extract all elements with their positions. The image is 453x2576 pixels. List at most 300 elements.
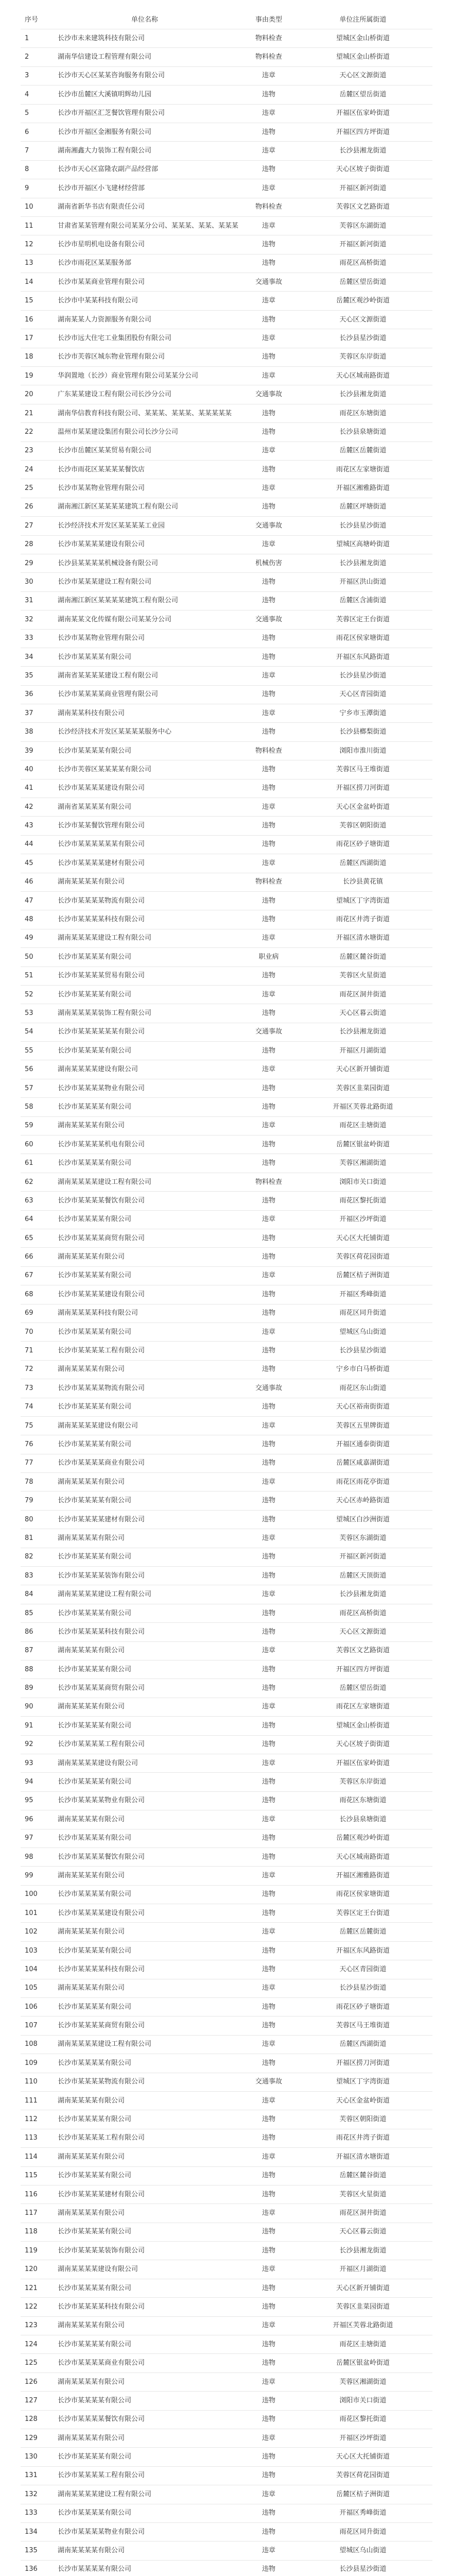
cell-unit-name: 长沙市某某某某建设有限公司 [45,1904,244,1923]
table-row [21,1229,432,1248]
table-row [21,1510,432,1529]
cell-seq: 17 [21,329,45,348]
table-row [21,442,432,460]
cell-seq: 56 [21,1060,45,1079]
table-row [21,1473,432,1492]
cell-unit-name: 湖南某某某某有限公司 [45,1867,244,1885]
cell-case-type: 违物 [244,460,293,479]
cell-case-type: 物料检查 [244,1173,293,1191]
table-row [21,1773,432,1791]
cell-seq: 96 [21,1810,45,1829]
cell-seq: 113 [21,2129,45,2147]
cell-case-type: 违物 [244,1492,293,1510]
table-row [21,160,432,179]
cell-seq: 43 [21,817,45,835]
cell-case-type: 违章 [244,854,293,873]
cell-unit-name: 长沙市某某某某有限公司 [45,1154,244,1173]
cell-seq: 116 [21,2185,45,2204]
cell-seq: 84 [21,1585,45,1604]
cell-case-type: 违物 [244,1941,293,1960]
cell-case-type: 违章 [244,1116,293,1135]
cell-unit-name: 长沙市芙蓉区某某某某有限公司 [45,760,244,779]
cell-street: 开福区秀峰街道 [293,1285,432,1304]
table-row [21,2148,432,2166]
cell-seq: 44 [21,835,45,854]
table-row [21,948,432,967]
cell-case-type: 违章 [244,292,293,310]
cell-seq: 19 [21,367,45,385]
table-row [21,198,432,216]
cell-case-type: 违物 [244,817,293,835]
cell-seq: 62 [21,1173,45,1191]
table-row [21,1641,432,1660]
table-row [21,385,432,404]
cell-case-type: 违物 [244,2522,293,2541]
cell-street: 长沙县星沙街道 [293,517,432,535]
cell-street: 天心区大托铺街道 [293,1229,432,1248]
cell-street: 雨花区圭塘街道 [293,1116,432,1135]
cell-street: 开福区湘雅路街道 [293,1867,432,1885]
table-row [21,2016,432,2035]
cell-seq: 93 [21,1754,45,1772]
cell-unit-name: 长沙市某某某某有限公司 [45,1885,244,1904]
cell-case-type: 违章 [244,442,293,460]
cell-street: 开福区芙蓉北路街道 [293,1098,432,1116]
cell-seq: 52 [21,985,45,1004]
cell-case-type: 违物 [244,2016,293,2035]
table-row [21,2242,432,2260]
cell-street: 雨花区侯家塘街道 [293,629,432,648]
cell-case-type: 违物 [244,1660,293,1679]
cell-street: 雨花区高桥街道 [293,1604,432,1622]
cell-unit-name: 湖南某某某某有限公司 [45,1360,244,1379]
cell-seq: 91 [21,1717,45,1735]
cell-seq: 16 [21,310,45,329]
cell-street: 芙蓉区韭菜园街道 [293,1079,432,1097]
cell-case-type: 违物 [244,1773,293,1791]
cell-seq: 71 [21,1342,45,1360]
cell-case-type: 违物 [244,1098,293,1116]
cell-unit-name: 长沙市天心区某某咨询服务有限公司 [45,66,244,85]
cell-unit-name: 湖南某某某某建设工程有限公司 [45,1173,244,1191]
cell-case-type: 违物 [244,723,293,741]
cell-street: 望城区金山桥街道 [293,1717,432,1735]
cell-street: 长沙县湘龙街道 [293,1585,432,1604]
cell-seq: 125 [21,2354,45,2372]
cell-street: 芙蓉区马王堆街道 [293,760,432,779]
cell-seq: 111 [21,2091,45,2110]
cell-case-type: 违物 [244,1679,293,1698]
cell-seq: 27 [21,517,45,535]
cell-street: 长沙县泉塘街道 [293,1810,432,1829]
cell-case-type: 违物 [244,2335,293,2354]
cell-street: 芙蓉区马王堆街道 [293,2016,432,2035]
cell-street: 芙蓉区定王台街道 [293,611,432,629]
cell-unit-name: 长沙市某某某某有限公司 [45,1829,244,1848]
cell-street: 望城区白沙洲街道 [293,1510,432,1529]
cell-case-type: 违物 [244,1004,293,1023]
cell-case-type: 违章 [244,2316,293,2335]
cell-unit-name: 长沙市某某某某建设有限公司 [45,1285,244,1304]
cell-case-type: 违章 [244,1210,293,1229]
cell-case-type: 违章 [244,1323,293,1341]
table-row [21,329,432,348]
cell-unit-name: 长沙市某某物业管理有限公司 [45,479,244,498]
cell-case-type: 违章 [244,2485,293,2504]
table-row [21,1791,432,1810]
table-row [21,142,432,160]
cell-unit-name: 长沙市某某某某有限公司 [45,2054,244,2073]
cell-unit-name: 湖南某某某某有限公司 [45,1248,244,1266]
cell-street: 长沙县泉塘街道 [293,423,432,442]
cell-case-type: 违物 [244,573,293,591]
cell-unit-name: 长沙市某某某某有限公司 [45,2335,244,2354]
cell-seq: 47 [21,891,45,910]
cell-seq: 86 [21,1623,45,1641]
cell-street: 岳麓区天顶街道 [293,1567,432,1585]
cell-seq: 54 [21,1023,45,1041]
table-row [21,29,432,48]
cell-case-type: 违物 [244,1285,293,1304]
table-row [21,1960,432,1979]
cell-unit-name: 湖南某某某某有限公司 [45,1641,244,1660]
cell-street: 开福区伍家岭街道 [293,104,432,123]
cell-street: 长沙县湘龙街道 [293,142,432,160]
cell-unit-name: 长沙市未来建筑科技有限公司 [45,29,244,48]
cell-street: 芙蓉区火星街道 [293,2185,432,2204]
cell-case-type: 职业病 [244,948,293,967]
cell-unit-name: 长沙市某某某某工程有限公司 [45,2129,244,2147]
cell-seq: 4 [21,86,45,104]
cell-case-type: 违章 [244,1585,293,1604]
cell-unit-name: 长沙市某某某某有限公司 [45,648,244,666]
table-body [21,29,432,2576]
cell-case-type: 违物 [244,1998,293,2016]
cell-unit-name: 长沙市某某某某有限公司 [45,2110,244,2129]
table-row [21,2372,432,2391]
cell-street: 开福区伍家岭街道 [293,1754,432,1772]
cell-seq: 49 [21,929,45,947]
cell-unit-name: 长沙市某某某某装饰有限公司 [45,1567,244,1585]
cell-unit-name: 长沙市天心区富隆农副产品经营部 [45,160,244,179]
cell-case-type: 交通事故 [244,1023,293,1041]
cell-street: 芙蓉区荷花园街道 [293,2466,432,2485]
table-row [21,891,432,910]
table-row [21,66,432,85]
cell-unit-name: 长沙市某某某某有限公司 [45,1266,244,1285]
table-row [21,1867,432,1885]
header-unit-name: 单位名称 [45,11,244,29]
cell-seq: 95 [21,1791,45,1810]
cell-street: 芙蓉区火星街道 [293,967,432,985]
table-row [21,1416,432,1435]
table-row [21,254,432,273]
cell-case-type: 违物 [244,235,293,254]
cell-unit-name: 长沙市某某某某建材有限公司 [45,2185,244,2204]
cell-seq: 106 [21,1998,45,2016]
cell-seq: 67 [21,1266,45,1285]
cell-seq: 75 [21,1416,45,1435]
cell-seq: 119 [21,2242,45,2260]
cell-case-type: 违章 [244,2091,293,2110]
cell-seq: 100 [21,1885,45,1904]
table-row [21,1060,432,1079]
cell-unit-name: 长沙市某某某某物业有限公司 [45,1791,244,1810]
cell-unit-name: 长沙市某某某某有限公司 [45,2560,244,2576]
cell-seq: 132 [21,2485,45,2504]
cell-seq: 58 [21,1098,45,1116]
cell-unit-name: 长沙市某某商业管理有限公司 [45,273,244,292]
cell-seq: 37 [21,704,45,723]
cell-unit-name: 长沙市某某某某有限公司 [45,2448,244,2466]
cell-street: 雨花区洞井街道 [293,985,432,1004]
cell-case-type: 违章 [244,1810,293,1829]
cell-seq: 53 [21,1004,45,1023]
cell-case-type: 违物 [244,498,293,516]
cell-street: 天心区金盆岭街道 [293,798,432,817]
cell-seq: 103 [21,1941,45,1960]
table-row [21,2129,432,2147]
cell-case-type: 违物 [244,1079,293,1097]
cell-case-type: 违物 [244,1735,293,1754]
table-row [21,573,432,591]
table-row [21,535,432,554]
table-row [21,798,432,817]
cell-unit-name: 湖南某某某某装饰工程有限公司 [45,1004,244,1023]
table-row [21,817,432,835]
table-header-row [21,11,432,29]
cell-unit-name: 长沙市某某某某有限公司 [45,2504,244,2522]
cell-case-type: 违物 [244,967,293,985]
cell-unit-name: 湖南某某人力资源服务有限公司 [45,310,244,329]
cell-unit-name: 湖南某某某某有限公司 [45,1473,244,1492]
cell-seq: 128 [21,2410,45,2429]
cell-unit-name: 甘肃省某某管理有限公司某某分公司、某某某、某某、某某某 [45,216,244,235]
cell-case-type: 违章 [244,367,293,385]
cell-case-type: 交通事故 [244,611,293,629]
cell-street: 岳麓区银盆岭街道 [293,1136,432,1154]
cell-unit-name: 湖南某某某某有限公司 [45,2204,244,2223]
cell-case-type: 违物 [244,1229,293,1248]
cell-unit-name: 长沙市某某某某有限公司 [45,1435,244,1454]
cell-unit-name: 湖南某某某某有限公司 [45,2429,244,2448]
cell-unit-name: 长沙市某某某某餐饮有限公司 [45,2410,244,2429]
cell-unit-name: 长沙市某某某某科技有限公司 [45,2298,244,2316]
cell-case-type: 违物 [244,779,293,798]
cell-unit-name: 湖南省某某某某有限公司 [45,798,244,817]
table-row [21,2073,432,2091]
cell-seq: 7 [21,142,45,160]
cell-seq: 101 [21,1904,45,1923]
cell-seq: 3 [21,66,45,85]
cell-street: 雨花区侯家塘街道 [293,1885,432,1904]
header-case-type: 事由类型 [244,11,293,29]
cell-unit-name: 长沙市某某某某工程有限公司 [45,1735,244,1754]
cell-case-type: 违物 [244,2110,293,2129]
cell-unit-name: 长沙市某某某某有限公司 [45,985,244,1004]
table-row [21,1941,432,1960]
cell-seq: 30 [21,573,45,591]
cell-seq: 45 [21,854,45,873]
cell-case-type: 违物 [244,1192,293,1210]
cell-case-type: 违物 [244,2054,293,2073]
cell-unit-name: 长沙市某某某某有限公司 [45,1660,244,1679]
table-row [21,2522,432,2541]
cell-case-type: 违物 [244,2166,293,2185]
cell-seq: 120 [21,2260,45,2279]
cell-seq: 107 [21,2016,45,2035]
cell-case-type: 违章 [244,1416,293,1435]
cell-unit-name: 长沙市某某某某科技有限公司 [45,1960,244,1979]
cell-unit-name: 长沙市某某某某工程有限公司 [45,1342,244,1360]
cell-seq: 85 [21,1604,45,1622]
cell-street: 雨花区同升街道 [293,2522,432,2541]
cell-case-type: 违物 [244,1791,293,1810]
cell-seq: 114 [21,2148,45,2166]
cell-seq: 133 [21,2504,45,2522]
cell-case-type: 违物 [244,1885,293,1904]
cell-unit-name: 长沙市某某餐饮管理有限公司 [45,817,244,835]
cell-street: 开福区捞刀河街道 [293,779,432,798]
cell-case-type: 交通事故 [244,385,293,404]
cell-case-type: 违物 [244,2466,293,2485]
table-row [21,2279,432,2297]
cell-seq: 105 [21,1979,45,1997]
cell-seq: 115 [21,2166,45,2185]
cell-street: 雨花区东塘街道 [293,404,432,422]
enterprise-list-table [21,11,432,2576]
cell-seq: 124 [21,2335,45,2354]
cell-seq: 79 [21,1492,45,1510]
cell-seq: 117 [21,2204,45,2223]
cell-case-type: 违物 [244,2392,293,2410]
cell-seq: 63 [21,1192,45,1210]
cell-case-type: 违物 [244,1623,293,1641]
table-row [21,460,432,479]
cell-seq: 92 [21,1735,45,1754]
cell-street: 开福区新河街道 [293,179,432,198]
cell-street: 岳麓区望岳街道 [293,86,432,104]
cell-street: 长沙县星沙街道 [293,2560,432,2576]
cell-seq: 83 [21,1567,45,1585]
cell-unit-name: 湖南某某某某建设工程有限公司 [45,929,244,947]
cell-seq: 89 [21,1679,45,1698]
cell-seq: 109 [21,2054,45,2073]
cell-street: 长沙县榔梨街道 [293,723,432,741]
cell-street: 天心区文源街道 [293,1623,432,1641]
cell-unit-name: 湖南某某某某有限公司 [45,2316,244,2335]
cell-street: 望城区乌山街道 [293,2541,432,2560]
cell-case-type: 违物 [244,2504,293,2522]
cell-seq: 135 [21,2541,45,2560]
cell-seq: 20 [21,385,45,404]
cell-street: 岳麓区含浦街道 [293,591,432,610]
cell-unit-name: 湖南某某某某有限公司 [45,873,244,891]
cell-street: 长沙县湘龙街道 [293,2242,432,2260]
cell-street: 芙蓉区文艺路街道 [293,198,432,216]
table-row [21,1829,432,1848]
cell-case-type: 违物 [244,685,293,704]
cell-seq: 118 [21,2223,45,2241]
cell-street: 长沙县湘龙街道 [293,554,432,572]
cell-case-type: 违章 [244,479,293,498]
cell-seq: 74 [21,1398,45,1416]
cell-street: 雨花区洞井街道 [293,2204,432,2223]
cell-seq: 112 [21,2110,45,2129]
cell-unit-name: 湖南华信建设工程管理有限公司 [45,48,244,66]
cell-street: 芙蓉区朝阳街道 [293,2110,432,2129]
cell-case-type: 违章 [244,1473,293,1492]
cell-unit-name: 湖南某某某某建设工程有限公司 [45,2485,244,2504]
table-row [21,1979,432,1997]
cell-street: 岳麓区银盆岭街道 [293,2354,432,2372]
cell-street: 开福区东风路街道 [293,648,432,666]
cell-unit-name: 华润置地（长沙）商业管理有限公司某某分公司 [45,367,244,385]
cell-street: 开福区月湖街道 [293,1042,432,1060]
cell-case-type: 违章 [244,1867,293,1885]
cell-unit-name: 湖南某某某某有限公司 [45,2091,244,2110]
cell-street: 芙蓉区五里牌街道 [293,1416,432,1435]
cell-street: 天心区城南路街道 [293,367,432,385]
cell-case-type: 违物 [244,910,293,929]
cell-unit-name: 温州市某某建设集团有限公司长沙分公司 [45,423,244,442]
document-page [0,11,453,2576]
cell-seq: 68 [21,1285,45,1304]
cell-street: 雨花区左家塘街道 [293,1698,432,1716]
cell-unit-name: 湖南华信教育科技有限公司、某某某、某某某、某某某某某 [45,404,244,422]
cell-case-type: 违物 [244,86,293,104]
table-row [21,1454,432,1472]
cell-street: 开福区新河街道 [293,235,432,254]
cell-unit-name: 长沙市某某某某有限公司 [45,2279,244,2297]
cell-unit-name: 长沙市某某某某物流有限公司 [45,1379,244,1398]
cell-case-type: 违物 [244,2129,293,2147]
table-row [21,1548,432,1566]
cell-seq: 78 [21,1473,45,1492]
cell-seq: 122 [21,2298,45,2316]
cell-street: 浏阳市淮川街道 [293,741,432,760]
cell-case-type: 违章 [244,2260,293,2279]
table-row [21,2560,432,2576]
cell-street: 岳麓区岳麓街道 [293,442,432,460]
table-row [21,367,432,385]
table-row [21,2204,432,2223]
cell-street: 开福区四方坪街道 [293,123,432,141]
cell-seq: 97 [21,1829,45,1848]
cell-case-type: 违章 [244,929,293,947]
cell-case-type: 违物 [244,835,293,854]
table-row [21,1248,432,1266]
table-row [21,1342,432,1360]
cell-unit-name: 湖南某某某某科技有限公司 [45,1304,244,1323]
cell-street: 开福区通泰街街道 [293,1435,432,1454]
cell-seq: 76 [21,1435,45,1454]
cell-seq: 80 [21,1510,45,1529]
cell-case-type: 违物 [244,1136,293,1154]
cell-seq: 40 [21,760,45,779]
table-row [21,2110,432,2129]
cell-unit-name: 长沙市某某某某有限公司 [45,2392,244,2410]
cell-street: 望城区丁字湾街道 [293,891,432,910]
cell-unit-name: 湖南某某某某建设有限公司 [45,1416,244,1435]
cell-case-type: 违物 [244,160,293,179]
cell-case-type: 违章 [244,2429,293,2448]
table-row [21,1585,432,1604]
cell-case-type: 违章 [244,1529,293,1548]
table-row [21,2354,432,2372]
cell-unit-name: 长沙市某某某某有限公司 [45,1398,244,1416]
cell-case-type: 违章 [244,1641,293,1660]
